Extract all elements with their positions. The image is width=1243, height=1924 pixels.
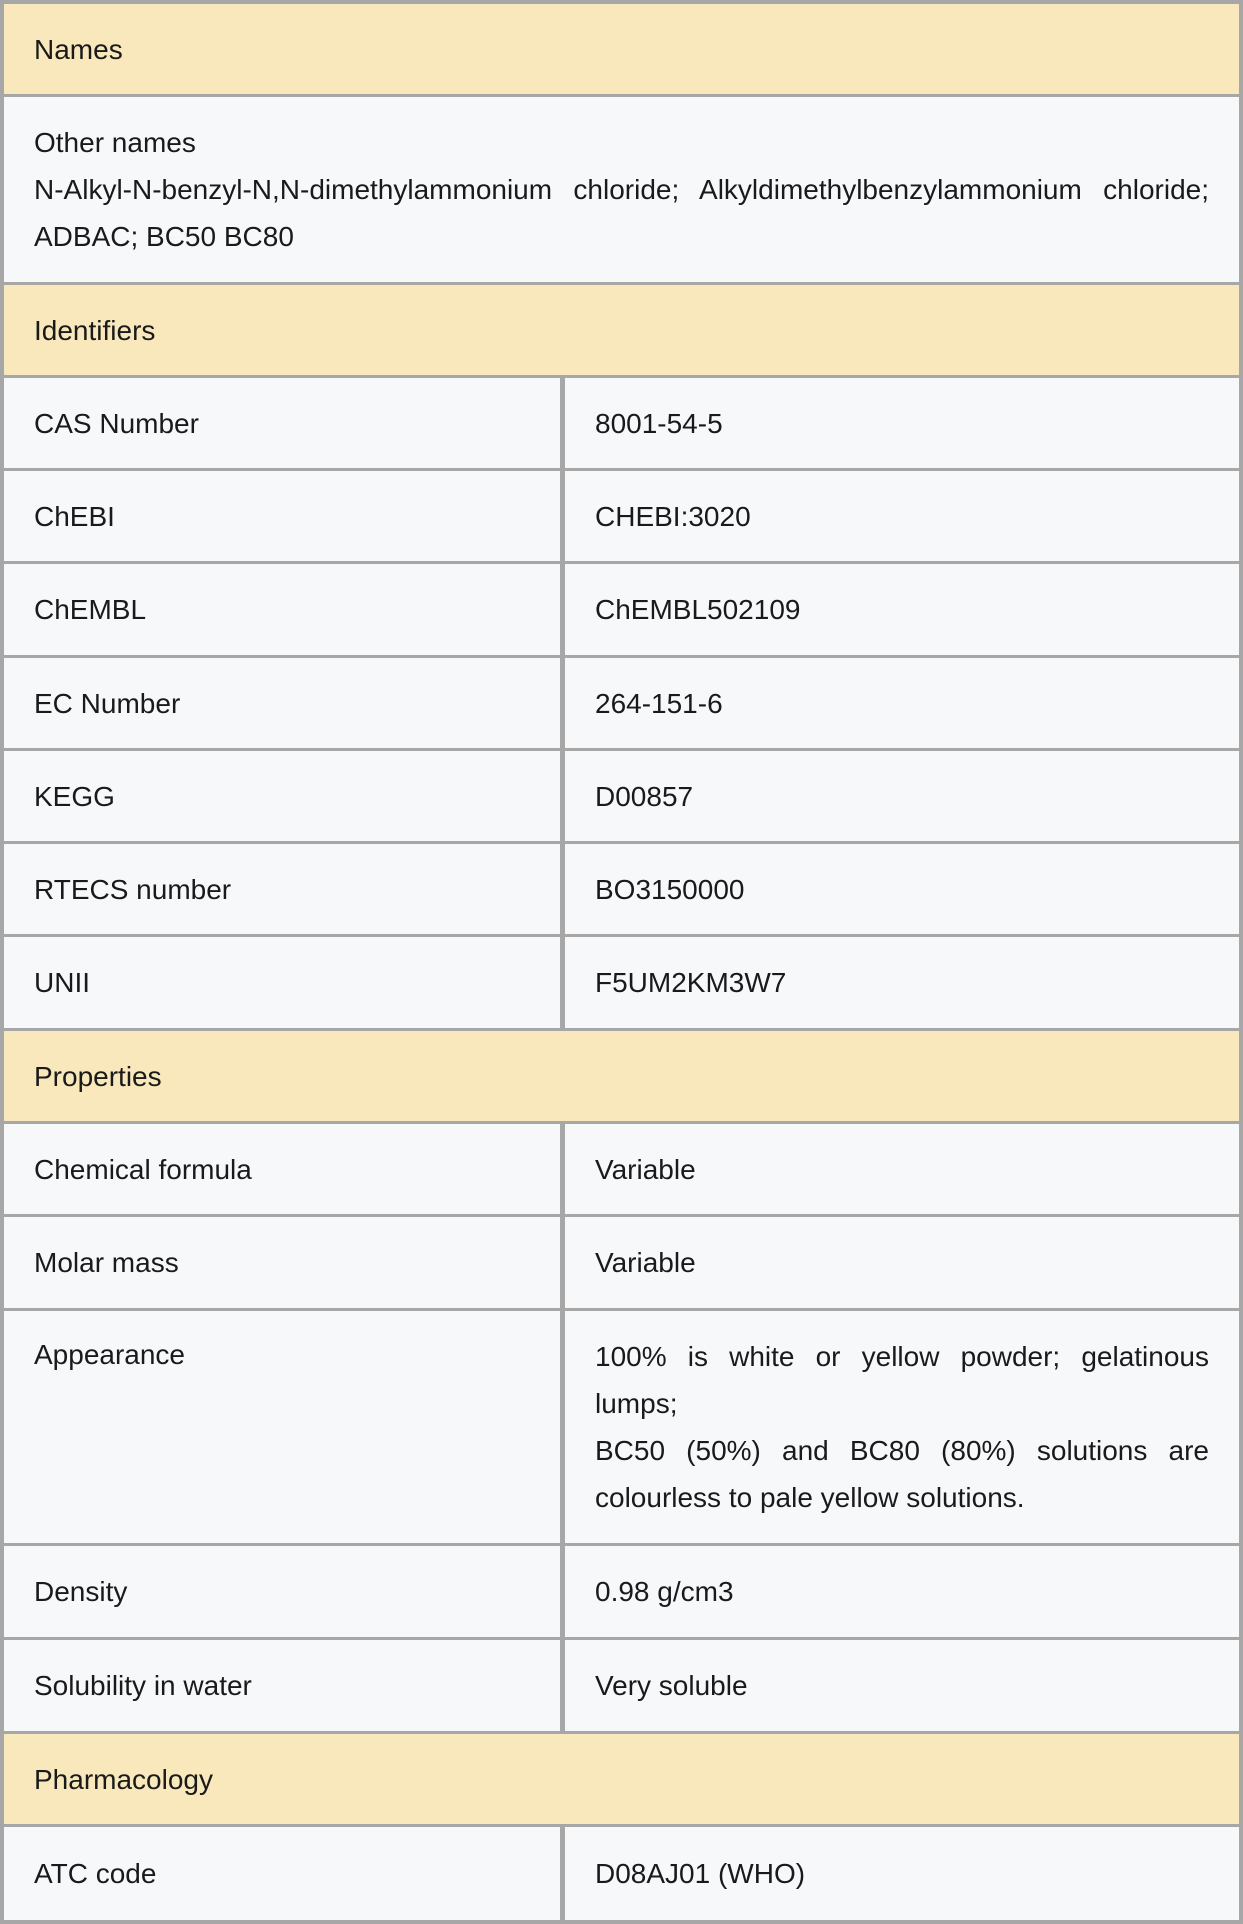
- other-names-row: [4, 97, 1239, 282]
- row-label: Chemical formula: [4, 1124, 560, 1214]
- row-value: Very soluble: [565, 1640, 1239, 1731]
- row-label: Appearance: [4, 1311, 560, 1543]
- row-label: ATC code: [4, 1827, 560, 1920]
- row-value: ChEMBL502109: [565, 564, 1239, 655]
- other-names-value: N-Alkyl-N-benzyl-N,N-dimethylammonium chloride; Alkyldimethylbenzylammonium chloride; ADBAC; BC50 BC80: [34, 174, 1209, 252]
- row-value: [565, 1311, 1239, 1543]
- row-value: 264-151-6: [565, 658, 1239, 748]
- row-label: ChEBI: [4, 471, 560, 561]
- row-label: Density: [4, 1546, 560, 1637]
- table-row-atc-code: [4, 1827, 1239, 1920]
- section-header-names: [4, 4, 1239, 94]
- row-label: RTECS number: [4, 844, 560, 934]
- row-label: Solubility in water: [4, 1640, 560, 1731]
- section-header-label: Names: [4, 4, 1239, 94]
- row-label: EC Number: [4, 658, 560, 748]
- row-value: Variable: [565, 1217, 1239, 1308]
- row-value: Variable: [565, 1124, 1239, 1214]
- section-header-label: Identifiers: [4, 285, 1239, 375]
- row-value: 8001-54-5: [565, 378, 1239, 468]
- row-label: KEGG: [4, 751, 560, 841]
- row-label: ChEMBL: [4, 564, 560, 655]
- table-row-chemical-formula: [4, 1124, 1239, 1214]
- section-header-label: Pharmacology: [4, 1734, 1239, 1824]
- table-row-chebi: [4, 471, 1239, 561]
- table-row-appearance: [4, 1311, 1239, 1543]
- row-value: BO3150000: [565, 844, 1239, 934]
- section-header-identifiers: [4, 285, 1239, 375]
- table-row-kegg: [4, 751, 1239, 841]
- table-row-chembl: [4, 564, 1239, 655]
- row-value: CHEBI:3020: [565, 471, 1239, 561]
- table-row-ec-number: [4, 658, 1239, 748]
- section-header-pharmacology: [4, 1734, 1239, 1824]
- row-label: Molar mass: [4, 1217, 560, 1308]
- appearance-value-line-2: BC50 (50%) and BC80 (80%) solutions are colourless to pale yellow solutions.: [595, 1435, 1209, 1513]
- table-row-unii: [4, 937, 1239, 1028]
- other-names-cell: [4, 97, 1239, 282]
- table-row-cas-number: [4, 378, 1239, 468]
- table-row-density: [4, 1546, 1239, 1637]
- appearance-value-line-1: 100% is white or yellow powder; gelatinous lumps;: [595, 1341, 1209, 1419]
- table-row-rtecs-number: [4, 844, 1239, 934]
- row-label: CAS Number: [4, 378, 560, 468]
- row-value: 0.98 g/cm3: [565, 1546, 1239, 1637]
- table-row-molar-mass: [4, 1217, 1239, 1308]
- table-row-solubility: [4, 1640, 1239, 1731]
- row-value: D08AJ01 (WHO): [565, 1827, 1239, 1920]
- section-header-properties: [4, 1031, 1239, 1121]
- row-label: UNII: [4, 937, 560, 1028]
- row-value: F5UM2KM3W7: [565, 937, 1239, 1028]
- row-value: D00857: [565, 751, 1239, 841]
- section-header-label: Properties: [4, 1031, 1239, 1121]
- other-names-label: Other names: [34, 127, 196, 158]
